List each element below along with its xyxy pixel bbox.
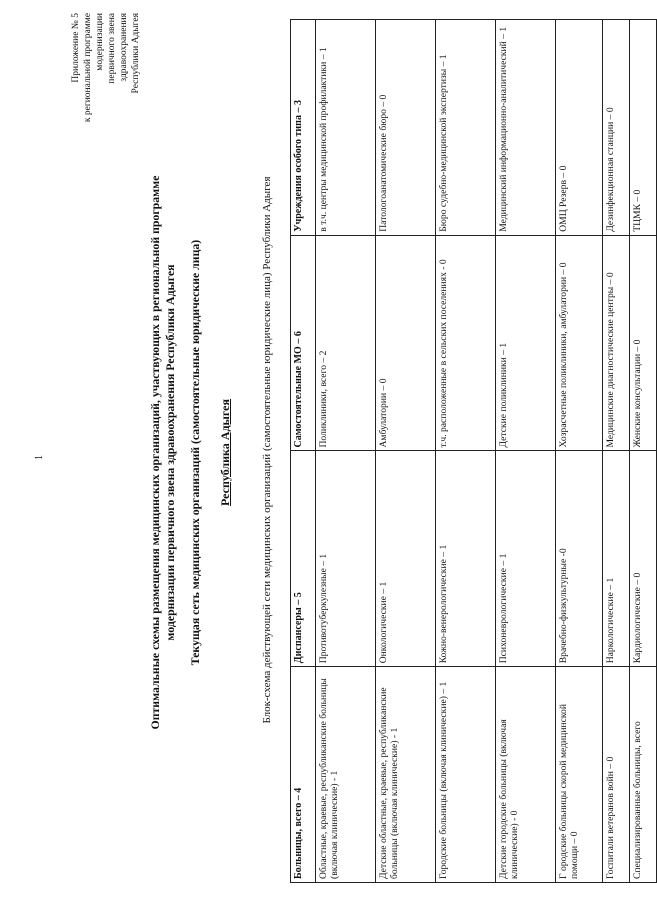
header-independent-mo: Самостоятельные МО – 6 xyxy=(291,235,316,451)
table-header-row xyxy=(291,20,316,883)
table-cell: Детские поликлиники – 1 xyxy=(496,235,556,451)
table-cell: Хозрасчетные поликлиники, амбулатории – 0 xyxy=(556,235,603,451)
document-title xyxy=(148,140,178,765)
table-cell: Детские городские больницы (включая клинические) - 0 xyxy=(496,667,556,883)
header-hospitals: Больницы, всего – 4 xyxy=(291,667,316,883)
table-row xyxy=(630,20,657,883)
table-cell: Врачебно-физкультурные -0 xyxy=(556,451,603,667)
table-cell: Женские консультации – 0 xyxy=(630,235,657,451)
blockscheme-caption: Блок-схема действующей сети медицинских организаций (самостоятельные юридические лица) Республики Адыгея xyxy=(261,176,273,724)
document-subtitle: Текущая сеть медицинских организаций (самостоятельные юридические лица) xyxy=(188,239,202,666)
table-cell: Госпитали ветеранов войн – 0 xyxy=(603,667,630,883)
table-cell: Онкологические – 1 xyxy=(376,451,436,667)
appendix-line: Приложение № 5 xyxy=(71,13,81,83)
appendix-line: Республики Адыгея xyxy=(131,13,141,94)
table-cell: Медицинский информационно-аналитический – 1 xyxy=(496,20,556,236)
page-number: 1 xyxy=(34,455,45,460)
table-cell: Областные, краевые, республиканские больницы (включая клинические) - 1 xyxy=(316,667,376,883)
table-cell: ТЦМК – 0 xyxy=(630,20,657,236)
table-cell: Амбулатории – 0 xyxy=(376,235,436,451)
header-dispensaries: Диспансеры – 5 xyxy=(291,451,316,667)
appendix-line: первичного звена здравоохранения xyxy=(107,13,129,84)
table-cell: Медицинские диагностические центры – 0 xyxy=(603,235,630,451)
table-row xyxy=(316,20,376,883)
table-cell: Поликлиники, всего – 2 xyxy=(316,235,376,451)
table-cell: Бюро судебно-медицинской экспертизы – 1 xyxy=(436,20,496,236)
table-cell: Психоневрологические – 1 xyxy=(496,451,556,667)
region-heading: Республика Адыгея xyxy=(218,398,232,507)
appendix-line: к региональной программе модернизации xyxy=(83,13,105,123)
table-row xyxy=(556,20,603,883)
table-cell: т.ч. расположенные в сельских поселениях - 0 xyxy=(436,235,496,451)
table-cell: Противотуберкулезные – 1 xyxy=(316,451,376,667)
table-cell: Г ородские больницы скорой медицинской помощи – 0 xyxy=(556,667,603,883)
title-line: Оптимальные схемы размещения медицинских организаций, участвующих в региональной программе xyxy=(148,175,162,730)
table-cell: Городские больницы (включая клинические) – 1 xyxy=(436,667,496,883)
table-cell: Кожно-венерологические – 1 xyxy=(436,451,496,667)
table-row xyxy=(436,20,496,883)
organizations-table xyxy=(290,19,657,883)
table-cell: Специализированные больницы, всего xyxy=(630,667,657,883)
table-row xyxy=(496,20,556,883)
table-cell: Наркологические – 1 xyxy=(603,451,630,667)
table-cell: в т.ч. центры медицинской профилактики – 1 xyxy=(316,20,376,236)
table-cell: Детские областные, краевые, республиканские больницы (включая клинические) - 1 xyxy=(376,667,436,883)
table-cell: Кардиологические – 0 xyxy=(630,451,657,667)
table-cell: Патологоанатомические бюро – 0 xyxy=(376,20,436,236)
header-special-institutions: Учреждения особого типа – 3 xyxy=(291,20,316,236)
title-line: модернизации первичного звена здравоохранения Республики Адыгея xyxy=(163,264,177,641)
table-cell: Дезинфекционная станции – 0 xyxy=(603,20,630,236)
table-cell: ОМЦ Резерв – 0 xyxy=(556,20,603,236)
table-row xyxy=(376,20,436,883)
table-row xyxy=(603,20,630,883)
appendix-note xyxy=(70,13,142,133)
